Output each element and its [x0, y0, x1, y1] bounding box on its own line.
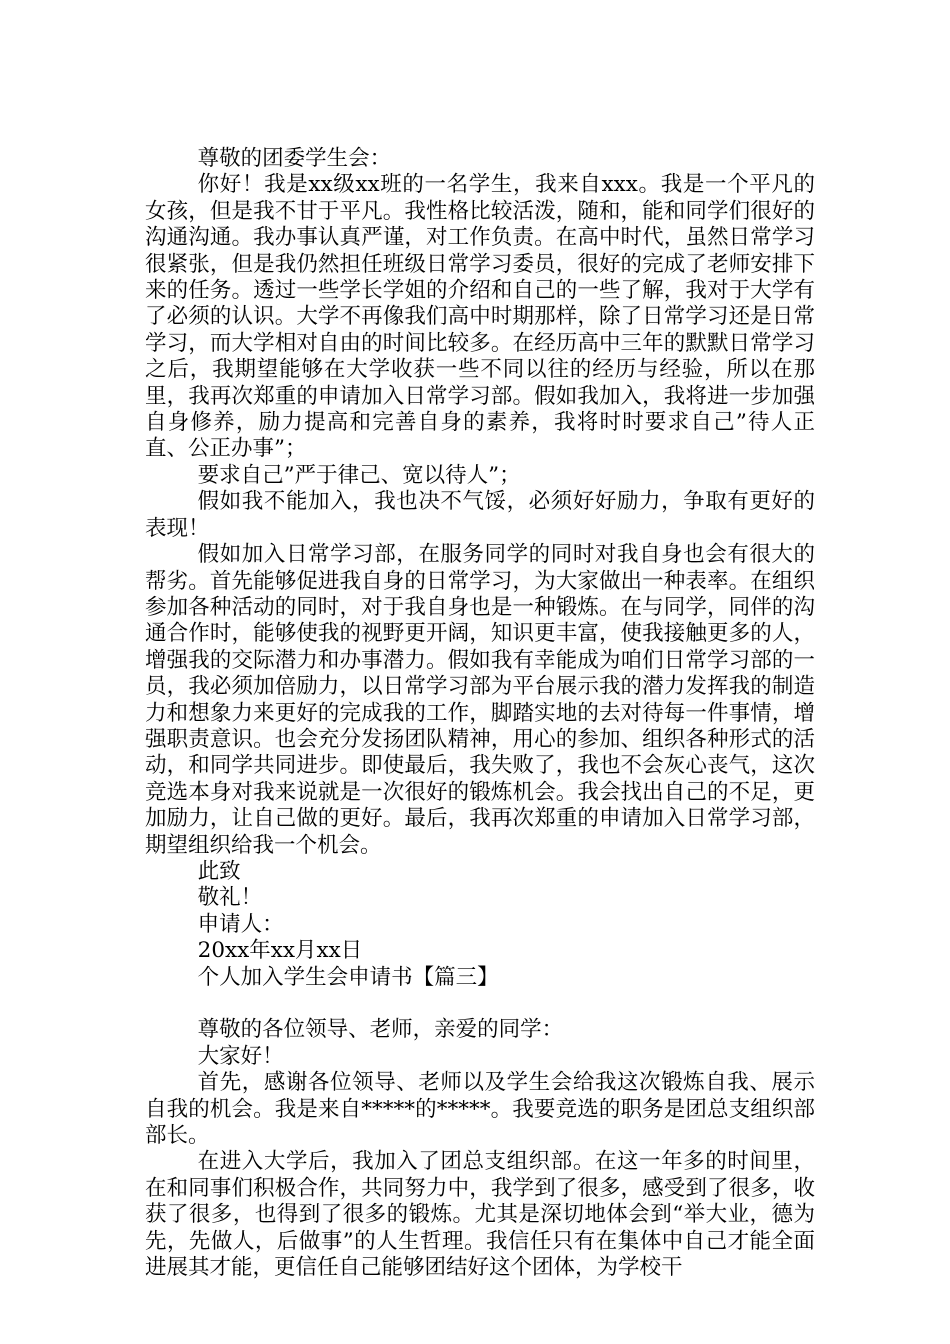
- greeting: 大家好！: [197, 1043, 284, 1069]
- closing-salute: 敬礼！: [197, 885, 263, 911]
- document-page: [145, 146, 815, 1281]
- salutation: 尊敬的团委学生会：: [197, 146, 392, 171]
- salutation-second: 尊敬的各位领导、老师，亲爱的同学：: [197, 1017, 564, 1043]
- blank-line: [145, 991, 815, 1017]
- section-heading: 个人加入学生会申请书【篇三】: [197, 964, 499, 990]
- closing-regards: 此致: [197, 858, 241, 884]
- body-paragraph-requirement: 要求自己”严于律己、宽以待人”；: [197, 462, 521, 488]
- body-paragraph-experience: 在进入大学后，我加入了团总支组织部。在这一年多的时间里，在和同事们积极合作，共同努力中，我学到了很多，感受到了很多，收获了很多，也得到了很多的锻炼。尤其是深切地体会到“举大业，德为先，先做人，后做事”的人生哲理。我信任只有在集体中自己才能全面进展其才能，更信任自己能够团结好这个团体，为学校干: [145, 1149, 815, 1281]
- date-line: 20xx年xx月xx日: [197, 938, 363, 964]
- body-paragraph-intro: 你好！我是xx级xx班的一名学生，我来自xxx。我是一个平凡的女孩，但是我不甘于平凡。我性格比较活泼，随和，能和同学们很好的沟通沟通。我办事认真严谨，对工作负责。在高中时代，虽然日常学习很紧张，但是我仍然担任班级日常学习委员，很好的完成了老师安排下来的任务。透过一些学长学姐的介绍和自己的一些了解，我对于大学有了必须的认识。大学不再像我们高中时期那样，除了日常学习还是日常学习，而大学相对自由的时间比较多。在经历高中三年的默默日常学习之后，我期望能够在大学收获一些不同以往的经历与经验，所以在那里，我再次郑重的申请加入日常学习部。假如我加入，我将进一步加强自身修养，励力提高和完善自身的素养，我将时时要求自己”待人正直、公正办事”；: [145, 172, 815, 462]
- body-paragraph-thanks: 首先，感谢各位领导、老师以及学生会给我这次锻炼自我、展示自我的机会。我是来自*****的*****。我要竞选的职务是团总支组织部部长。: [145, 1070, 815, 1149]
- applicant-label: 申请人：: [197, 911, 284, 937]
- body-paragraph-resolve: 假如我不能加入，我也决不气馁，必须好好励力，争取有更好的表现！: [145, 489, 815, 541]
- body-paragraph-benefits: 假如加入日常学习部，在服务同学的同时对我自身也会有很大的帮劣。首先能够促进我自身的日常学习，为大家做出一种表率。在组织参加各种活动的同时，对于我自身也是一种锻炼。在与同学，同伴的沟通合作时，能够使我的视野更开阔，知识更丰富，使我接触更多的人，增强我的交际潜力和办事潜力。假如我有幸能成为咱们日常学习部的一员，我必须加倍励力，以日常学习部为平台展示我的潜力发挥我的制造力和想象力来更好的完成我的工作，脚踏实地的去对待每一件事情，增强职责意识。也会充分发扬团队精神，用心的参加、组织各种形式的活动，和同学共同进步。即使最后，我失败了，我也不会灰心丧气，这次竞选本身对我来说就是一次很好的锻炼机会。我会找出自己的不足，更加励力，让自己做的更好。最后，我再次郑重的申请加入日常学习部，期望组织给我一个机会。: [145, 542, 815, 858]
